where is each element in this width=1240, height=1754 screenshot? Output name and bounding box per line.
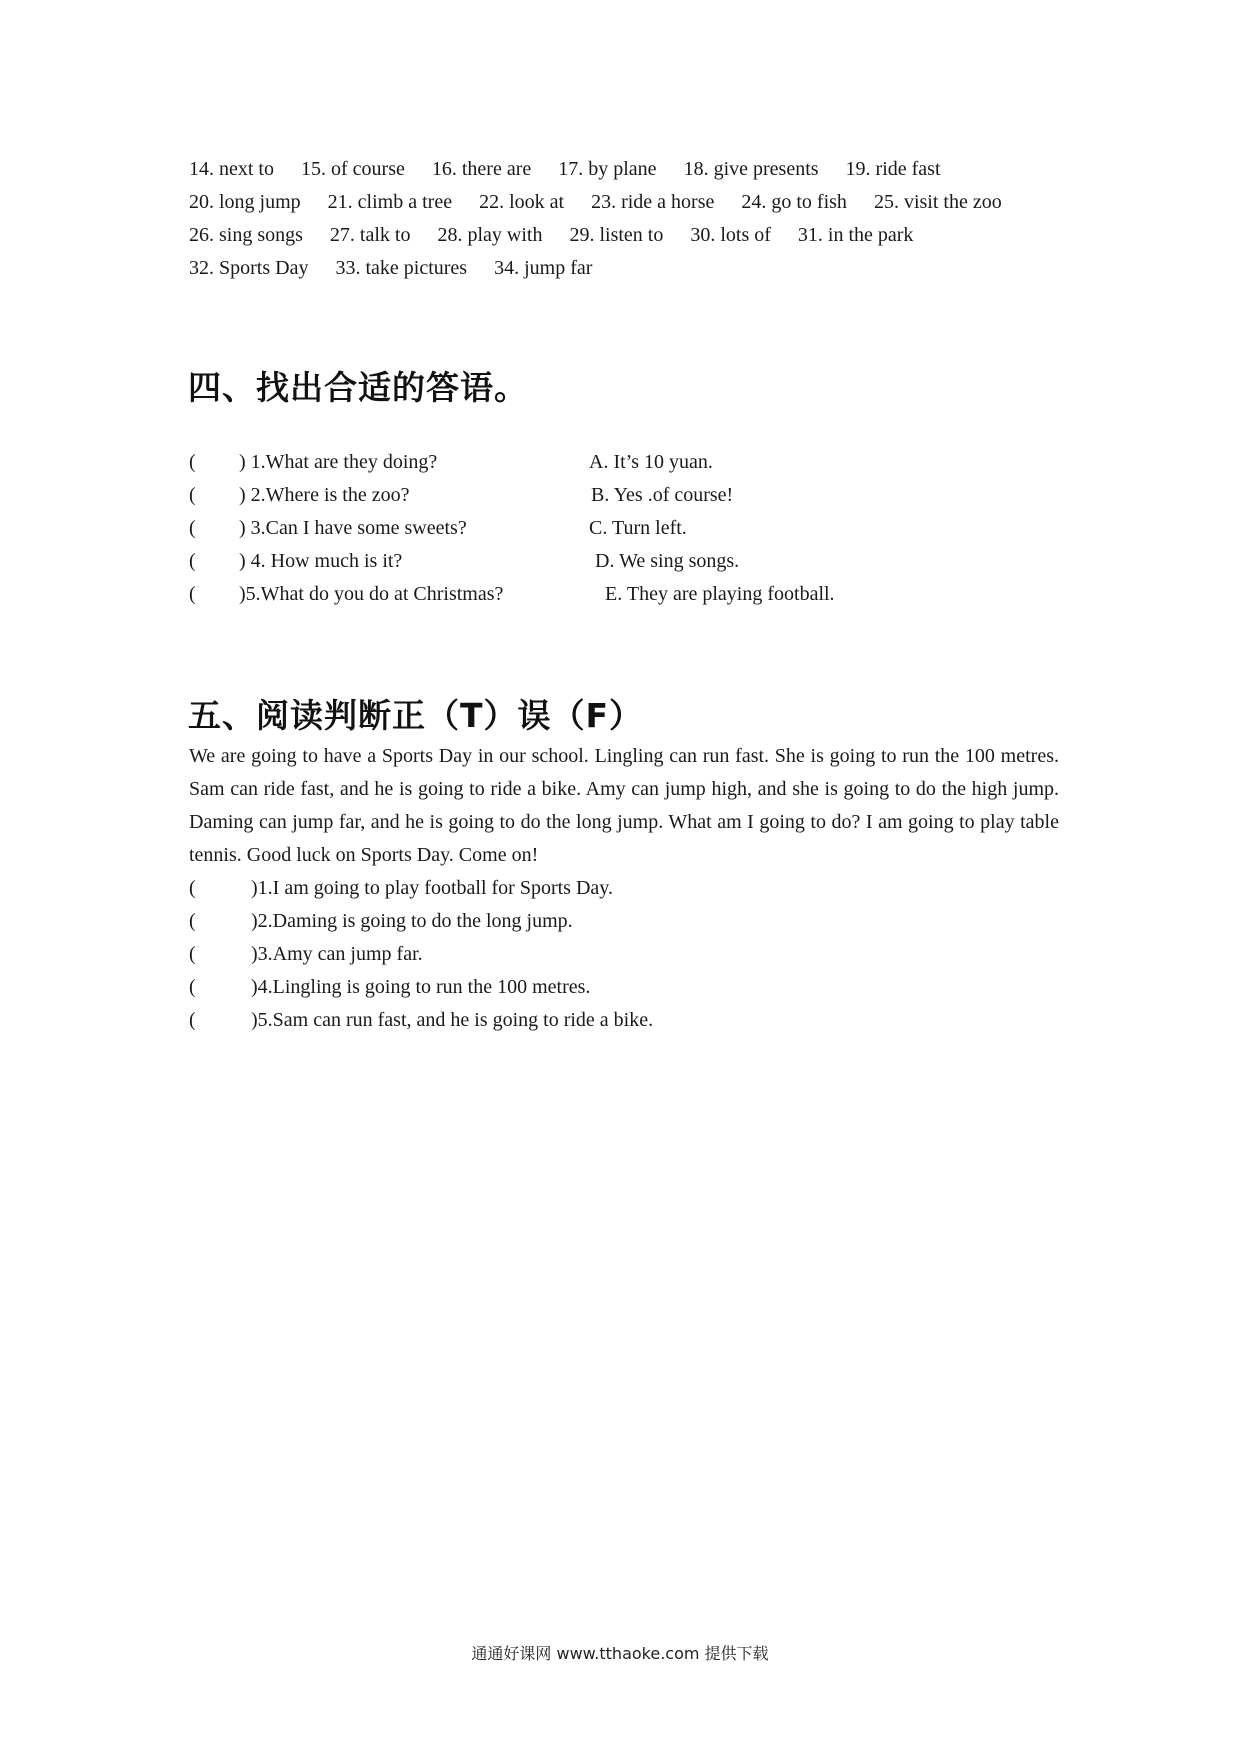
answer-option: C. Turn left. [589, 517, 687, 539]
question-text: ) 1.What are they doing? [239, 451, 438, 473]
statement-text: )4.Lingling is going to run the 100 metres. [251, 976, 591, 998]
true-false-exercise [189, 872, 889, 1037]
statement-text: )3.Amy can jump far. [251, 943, 423, 965]
vocab-item: 18. give presents [683, 158, 819, 180]
vocab-item: 33. take pictures [335, 257, 468, 279]
page-footer: 通通好课网 www.tthaoke.com 提供下载 [471, 1644, 769, 1663]
vocab-item: 17. by plane [558, 158, 657, 180]
vocab-row [189, 219, 1109, 252]
matching-row [189, 545, 1089, 578]
answer-blank: ( [189, 451, 196, 473]
tf-item [189, 938, 889, 971]
tf-item [189, 1004, 889, 1037]
vocab-item: 26. sing songs [189, 224, 303, 246]
vocab-item: 34. jump far [494, 257, 593, 279]
vocab-row [189, 252, 1109, 285]
vocab-item: 20. long jump [189, 191, 301, 213]
vocab-item: 16. there are [431, 158, 532, 180]
answer-blank: ( [189, 943, 196, 965]
vocab-item: 30. lots of [690, 224, 771, 246]
answer-option: B. Yes .of course! [591, 484, 734, 506]
statement-text: )1.I am going to play football for Sports Day. [251, 877, 613, 899]
vocab-item: 23. ride a horse [591, 191, 715, 213]
answer-blank: ( [189, 910, 196, 932]
section5-title: 五、阅读判断正（T）误（F） [188, 696, 644, 735]
answer-blank: ( [189, 1009, 196, 1031]
question-text: )5.What do you do at Christmas? [239, 583, 504, 605]
question-text: ) 3.Can I have some sweets? [239, 517, 467, 539]
answer-blank: ( [189, 484, 196, 506]
matching-row [189, 446, 1089, 479]
tf-item [189, 971, 889, 1004]
vocab-item: 21. climb a tree [327, 191, 453, 213]
reading-passage: We are going to have a Sports Day in our school. Lingling can run fast. She is going to run the 100 metres. Sam can ride fast, and he is going to ride a bike. Amy can jump high, and she is going to do the high jump. Daming can jump far, and he is going to do the long jump. What am I going to do? I am going to play table tennis. Good luck on Sports Day. Come on! [189, 745, 1059, 866]
vocab-item: 27. talk to [329, 224, 411, 246]
statement-text: )2.Daming is going to do the long jump. [251, 910, 573, 932]
answer-blank: ( [189, 517, 196, 539]
answer-option: D. We sing songs. [595, 550, 740, 572]
vocab-item: 31. in the park [797, 224, 914, 246]
vocab-item: 25. visit the zoo [873, 191, 1002, 213]
vocab-row [189, 153, 1109, 186]
vocab-item: 24. go to fish [741, 191, 847, 213]
question-text: ) 4. How much is it? [239, 550, 403, 572]
question-text: ) 2.Where is the zoo? [239, 484, 410, 506]
vocab-item: 28. play with [437, 224, 543, 246]
answer-blank: ( [189, 550, 196, 572]
matching-exercise [189, 446, 1089, 611]
vocab-item: 14. next to [189, 158, 274, 180]
answer-option: E. They are playing football. [605, 583, 835, 605]
statement-text: )5.Sam can run fast, and he is going to ride a bike. [251, 1009, 654, 1031]
vocab-item: 19. ride fast [845, 158, 941, 180]
vocab-item: 22. look at [479, 191, 565, 213]
vocab-item: 32. Sports Day [189, 257, 309, 279]
section4-title: 四、找出合适的答语。 [188, 368, 528, 407]
matching-row [189, 479, 1089, 512]
matching-row [189, 578, 1089, 611]
tf-item [189, 905, 889, 938]
vocabulary-list [189, 153, 1109, 285]
vocab-row [189, 186, 1109, 219]
matching-row [189, 512, 1089, 545]
vocab-item: 29. listen to [569, 224, 664, 246]
answer-option: A. It’s 10 yuan. [589, 451, 713, 473]
tf-item [189, 872, 889, 905]
answer-blank: ( [189, 583, 196, 605]
answer-blank: ( [189, 976, 196, 998]
vocab-item: 15. of course [301, 158, 405, 180]
answer-blank: ( [189, 877, 196, 899]
